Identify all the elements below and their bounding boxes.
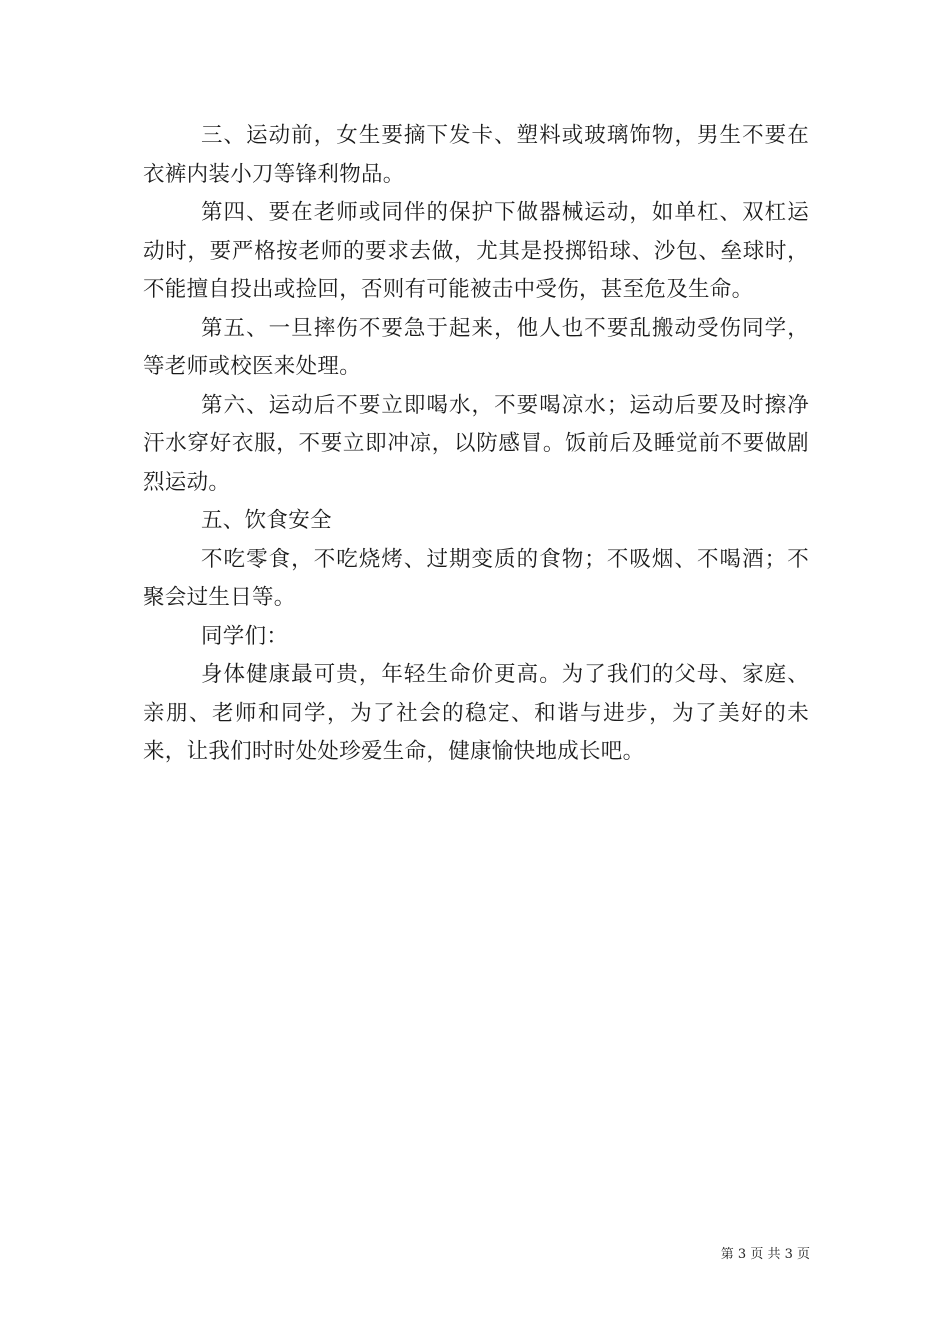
section-heading-food-safety: 五、饮食安全	[201, 508, 332, 533]
paragraph-equipment-exercise: 第四、要在老师或同伴的保护下做器械运动，如单杠、双杠运动时，要严格按老师的要求去做，尤其是投掷铅球、沙包、垒球时，不能擅自投出或捡回，否则有可能被击中受伤，甚至危及生命。	[143, 200, 809, 302]
paragraph-food-rules: 不吃零食，不吃烧烤、过期变质的食物；不吸烟、不喝酒；不聚会过生日等。	[143, 546, 809, 610]
paragraph-after-exercise: 第六、运动后不要立即喝水，不要喝凉水；运动后要及时擦净汗水穿好衣服，不要立即冲凉，以防感冒。饭前后及睡觉前不要做剧烈运动。	[143, 392, 809, 495]
paragraph-injury-handling: 第五、一旦摔伤不要急于起来，他人也不要乱搬动受伤同学，等老师或校医来处理。	[143, 315, 809, 379]
paragraph-sports-accessories: 三、运动前，女生要摘下发卡、塑料或玻璃饰物，男生不要在衣裤内装小刀等锋利物品。	[143, 123, 809, 187]
paragraph-closing: 身体健康最可贵，年轻生命价更高。为了我们的父母、家庭、亲朋、老师和同学，为了社会的稳定、和谐与进步，为了美好的未来，让我们时时处处珍爱生命，健康愉快地成长吧。	[143, 662, 809, 764]
paragraph-salutation: 同学们：	[201, 623, 289, 649]
document-body	[143, 117, 809, 772]
page-number-footer: 第 3 页 共 3 页	[720, 1247, 810, 1262]
